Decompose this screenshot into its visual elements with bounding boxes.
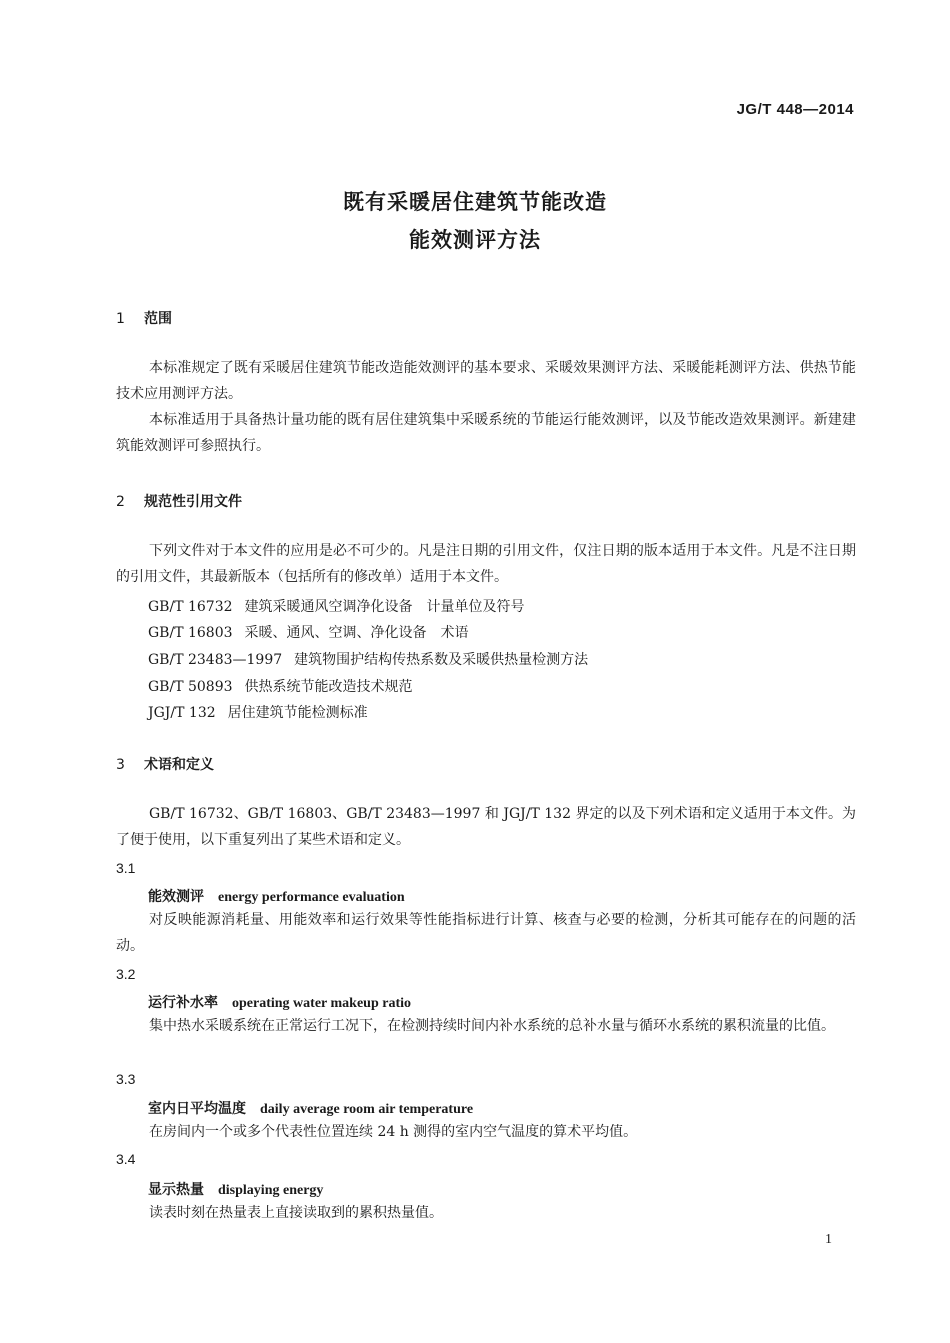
reference-item xyxy=(148,622,469,642)
term-definition: 读表时刻在热量表上直接读取到的累积热量值。 xyxy=(149,1205,443,1221)
document-title-line-2: 能效测评方法 xyxy=(409,228,541,252)
reference-title: 居住建筑节能检测标准 xyxy=(227,705,368,721)
reference-code: JGJ/T 132 xyxy=(148,705,216,721)
reference-code: GB/T 16803 xyxy=(148,625,233,641)
section-number: 3 xyxy=(116,757,125,773)
paragraph: 本标准适用于具备热计量功能的既有居住建筑集中采暖系统的节能运行能效测评，以及节能改造效果测评。新建建筑能效测评可参照执行。 xyxy=(116,412,856,454)
term-entry xyxy=(148,992,411,1012)
section-number: 1 xyxy=(116,311,125,327)
term-number: 3.2 xyxy=(116,966,136,982)
term-english: daily average room air temperature xyxy=(260,1102,474,1117)
reference-code: GB/T 23483—1997 xyxy=(148,652,283,668)
section-heading-terms-and-definitions xyxy=(116,754,214,774)
reference-item xyxy=(148,676,413,696)
reference-item xyxy=(148,702,368,722)
section-title: 范围 xyxy=(144,311,172,327)
reference-title: 采暖、通风、空调、净化设备 术语 xyxy=(244,625,469,641)
term-english: operating water makeup ratio xyxy=(232,996,411,1011)
reference-item xyxy=(148,649,588,669)
section-title: 术语和定义 xyxy=(144,757,214,773)
paragraph: 本标准规定了既有采暖居住建筑节能改造能效测评的基本要求、采暖效果测评方法、采暖能耗测评方法、供热节能技术应用测评方法。 xyxy=(116,360,856,402)
section-number: 2 xyxy=(116,494,125,510)
term-entry xyxy=(148,886,405,906)
term-number: 3.3 xyxy=(116,1071,136,1087)
paragraph: 下列文件对于本文件的应用是必不可少的。凡是注日期的引用文件，仅注日期的版本适用于本文件。凡是不注日期的引用文件，其最新版本（包括所有的修改单）适用于本文件。 xyxy=(116,543,856,585)
term-chinese: 能效测评 xyxy=(148,889,204,905)
reference-title: 供热系统节能改造技术规范 xyxy=(244,679,413,695)
term-entry xyxy=(148,1098,473,1118)
term-chinese: 室内日平均温度 xyxy=(148,1101,246,1117)
term-number: 3.4 xyxy=(116,1151,136,1167)
term-definition: 在房间内一个或多个代表性位置连续 24 h 测得的室内空气温度的算术平均值。 xyxy=(149,1124,638,1140)
term-english: energy performance evaluation xyxy=(218,890,405,905)
reference-code: GB/T 50893 xyxy=(148,679,233,695)
reference-code: GB/T 16732 xyxy=(148,599,233,615)
reference-title: 建筑物围护结构传热系数及采暖供热量检测方法 xyxy=(294,652,589,668)
term-definition: 对反映能源消耗量、用能效率和运行效果等性能指标进行计算、核查与必要的检测，分析其可能存在的问题的活动。 xyxy=(116,912,856,954)
term-chinese: 显示热量 xyxy=(148,1182,204,1198)
term-definition: 集中热水采暖系统在正常运行工况下，在检测持续时间内补水系统的总补水量与循环水系统的累积流量的比值。 xyxy=(149,1018,835,1034)
standard-code: JG/T 448—2014 xyxy=(736,101,854,118)
term-number: 3.1 xyxy=(116,860,136,876)
term-entry xyxy=(148,1179,323,1199)
page-number: 1 xyxy=(825,1232,832,1247)
section-title: 规范性引用文件 xyxy=(144,494,242,510)
reference-item xyxy=(148,596,525,616)
section-heading-scope xyxy=(116,308,172,328)
term-chinese: 运行补水率 xyxy=(148,995,218,1011)
term-english: displaying energy xyxy=(218,1183,324,1198)
section-heading-normative-references xyxy=(116,491,242,511)
paragraph: GB/T 16732、GB/T 16803、GB/T 23483—1997 和 JGJ/T 132 界定的以及下列术语和定义适用于本文件。为了便于使用，以下重复列出了某些术语和定义。 xyxy=(116,806,856,848)
document-title-line-1: 既有采暖居住建筑节能改造 xyxy=(343,190,607,214)
reference-title: 建筑采暖通风空调净化设备 计量单位及符号 xyxy=(244,599,525,615)
